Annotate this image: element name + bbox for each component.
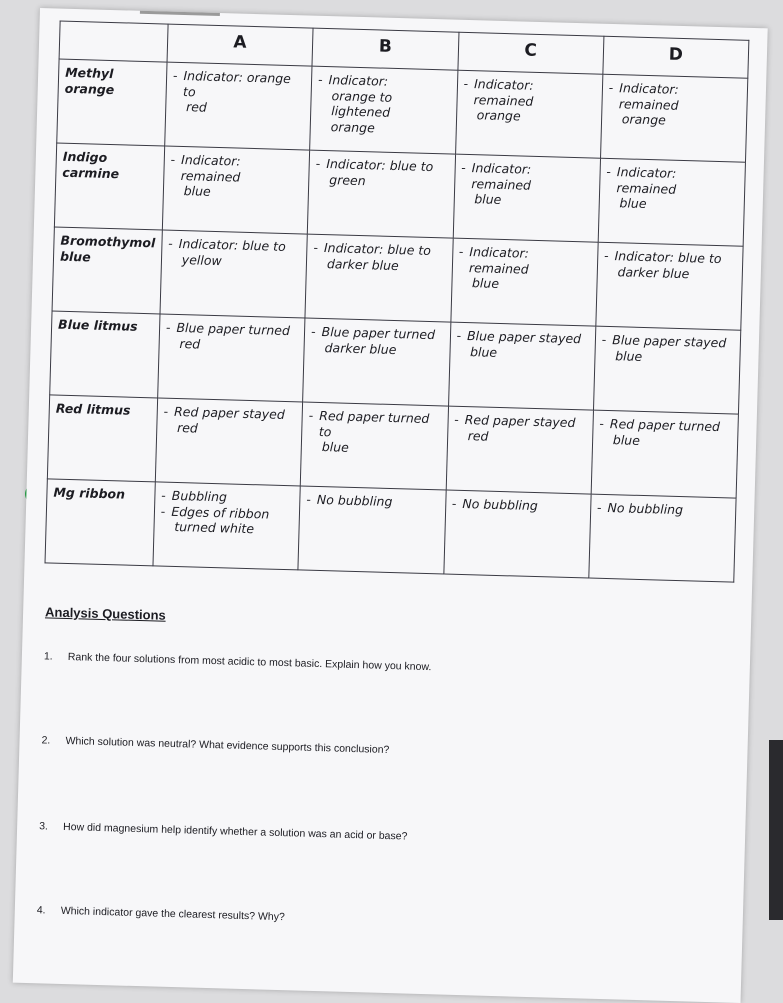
question-2 [41,734,389,756]
cell-text: red [467,427,489,444]
cell-line [172,68,305,103]
dash-marker: - [306,491,312,507]
cell-text: Indicator: blue to [326,156,434,175]
cell-text: Indicator: blue to [614,248,722,267]
cell-text: darker blue [617,263,690,281]
dash-marker [605,195,613,211]
cell-text: Blue paper stayed [466,328,582,347]
dash-marker [601,347,609,363]
dash-marker: - [317,71,323,87]
header-col-c: C [457,32,603,74]
cell-line [452,496,585,515]
question-text: Which indicator gave the clearest results? Why? [60,904,285,924]
dash-marker: - [608,79,614,96]
table-cell [162,146,310,234]
dash-marker: - [313,239,319,255]
cell-text: Red paper turned to [318,407,430,439]
cell-text: green [329,171,366,188]
row-header: Indigo carmine [54,143,164,230]
table-cell [596,242,744,330]
observations-table [44,21,749,583]
table-cell [446,406,594,494]
cell-text: Bubbling [171,487,228,505]
dash-marker [308,439,316,455]
dash-marker [165,335,173,351]
table-cell [157,314,305,402]
dash-marker [168,251,176,267]
row-header: Blue litmus [50,311,160,398]
question-number: 3. [38,820,49,833]
cell-text: Indicator: remained [618,80,679,113]
cell-text: orange [330,119,375,136]
dash-marker: - [458,243,464,259]
cell-text: blue [619,195,647,212]
page-top-strip [140,11,220,16]
row-header: Mg ribbon [45,479,155,566]
dash-marker [313,255,321,271]
dash-marker [456,343,464,359]
cell-text: blue [321,439,350,456]
question-text: Rank the four solutions from most acidic to most basic. Explain how you know. [67,651,432,674]
table-cell [310,66,458,154]
cell-text: darker blue [326,255,399,273]
table-cell [455,70,603,158]
dash-marker [463,107,471,123]
question-1 [44,650,432,673]
dash-marker: - [161,487,166,503]
question-4 [37,904,285,923]
dash-marker: - [172,67,178,83]
header-col-d: D [603,36,749,78]
cell-line [606,164,739,199]
cell-text: Red paper stayed [173,403,286,422]
dash-marker: - [163,403,169,419]
dash-marker: - [451,495,457,511]
cell-line [458,244,591,279]
analysis-title: Analysis Questions [44,604,166,623]
question-number: 2. [41,734,51,747]
dash-marker [160,519,168,535]
cell-text: blue [183,183,211,200]
dash-marker: - [456,327,462,343]
question-number: 4. [36,904,46,917]
cell-text: red [176,419,199,436]
cell-text: darker blue [324,339,397,357]
dash-marker: - [599,415,605,431]
cell-text: red [179,335,201,352]
dash-marker: - [308,407,314,423]
cell-text: Indicator: [328,72,389,89]
cell-text: Indicator: blue to [178,235,286,254]
dash-marker: - [601,331,607,347]
cell-text: Indicator: remained [468,244,530,277]
table-body [45,59,748,582]
cell-line [461,160,594,195]
cell-text: blue [471,275,500,292]
cell-text: Blue paper stayed [612,332,727,351]
question-number: 1. [43,650,53,663]
cell-text: orange to lightened [331,87,393,121]
header-col-b: B [312,28,459,70]
dash-marker [163,419,171,435]
dash-marker [458,275,466,291]
cell-text: No bubbling [316,491,393,510]
dash-marker [603,263,611,279]
cell-text: red [185,99,208,115]
cell-text: Indicator: remained [180,152,241,185]
cell-text: orange [621,111,667,128]
dash-marker: - [463,75,469,91]
dash-marker: - [170,151,176,167]
cell-text: blue [474,191,502,208]
row-header: Red litmus [47,395,157,482]
dash-marker [170,183,178,199]
header-col-a: A [167,24,313,66]
question-text: How did magnesium help identify whether a solution was an acid or base? [62,820,408,843]
cell-text: Red paper stayed [464,412,576,431]
cell-text: blue [469,343,498,360]
row-header: Bromothymol blue [52,227,162,314]
dash-marker [172,99,180,115]
dash-marker: - [606,163,612,180]
cell-text: turned white [174,519,255,537]
dash-marker: - [310,323,316,339]
cell-text: Blue paper turned [176,319,291,339]
cell-line [306,492,439,511]
cell-text: Indicator: remained [473,76,534,109]
dash-marker: - [596,499,602,515]
cell-line [463,76,596,111]
dash-marker: - [315,155,321,171]
table-cell [305,234,453,322]
dash-marker [317,119,325,135]
row-header: Methyl orange [57,59,167,146]
cell-text: blue [615,347,643,364]
dash-marker: - [603,247,609,263]
table-cell [593,326,741,414]
table-cell [160,230,308,318]
header-corner [59,21,168,62]
cell-line [308,408,441,443]
table-cell [453,154,601,242]
worksheet-page [13,8,768,1003]
dash-marker [454,427,462,443]
table-cell [165,62,313,150]
cell-text: Indicator: orange to [182,68,292,99]
table-cell [591,410,739,498]
dash-marker: - [165,319,171,335]
cell-text: yellow [181,251,222,268]
dash-marker: - [454,411,459,427]
question-text: Which solution was neutral? What evidence supports this conclusion? [65,735,390,757]
cell-text: Edges of ribbon [171,503,270,522]
question-3 [39,820,408,842]
table-cell [448,322,596,410]
cell-line [317,87,450,122]
table-cell [298,486,446,574]
dash-marker [317,87,326,118]
dash-marker [460,191,468,207]
table-cell [600,74,748,162]
dash-marker [599,431,607,447]
cell-text: orange [476,107,521,124]
cell-text: Indicator: blue to [323,240,432,259]
cell-text: Red paper turned [609,416,721,435]
table-cell [450,238,598,326]
dash-marker [310,339,318,355]
table-cell [307,150,455,238]
cell-text: No bubbling [462,495,539,514]
table-cell [153,482,301,570]
dash-marker: - [168,235,174,251]
table-cell [598,158,746,246]
background-edge [769,740,783,920]
cell-line [608,80,741,115]
table-cell [443,490,591,578]
cell-text: Indicator: remained [471,160,532,193]
cell-line [597,500,730,519]
dash-marker: - [160,503,166,519]
table-cell [303,318,451,406]
cell-line [170,152,303,187]
cell-line [160,519,293,538]
cell-text: No bubbling [607,500,684,518]
cell-text: blue [612,431,641,448]
dash-marker [315,171,323,187]
cell-text: Blue paper turned [321,323,436,343]
cell-text: Indicator: remained [616,164,677,197]
table-cell [300,402,448,490]
table-row [45,479,736,582]
table-cell [589,494,737,582]
dash-marker [608,111,616,127]
table-cell [155,398,303,486]
dash-marker: - [461,159,466,175]
